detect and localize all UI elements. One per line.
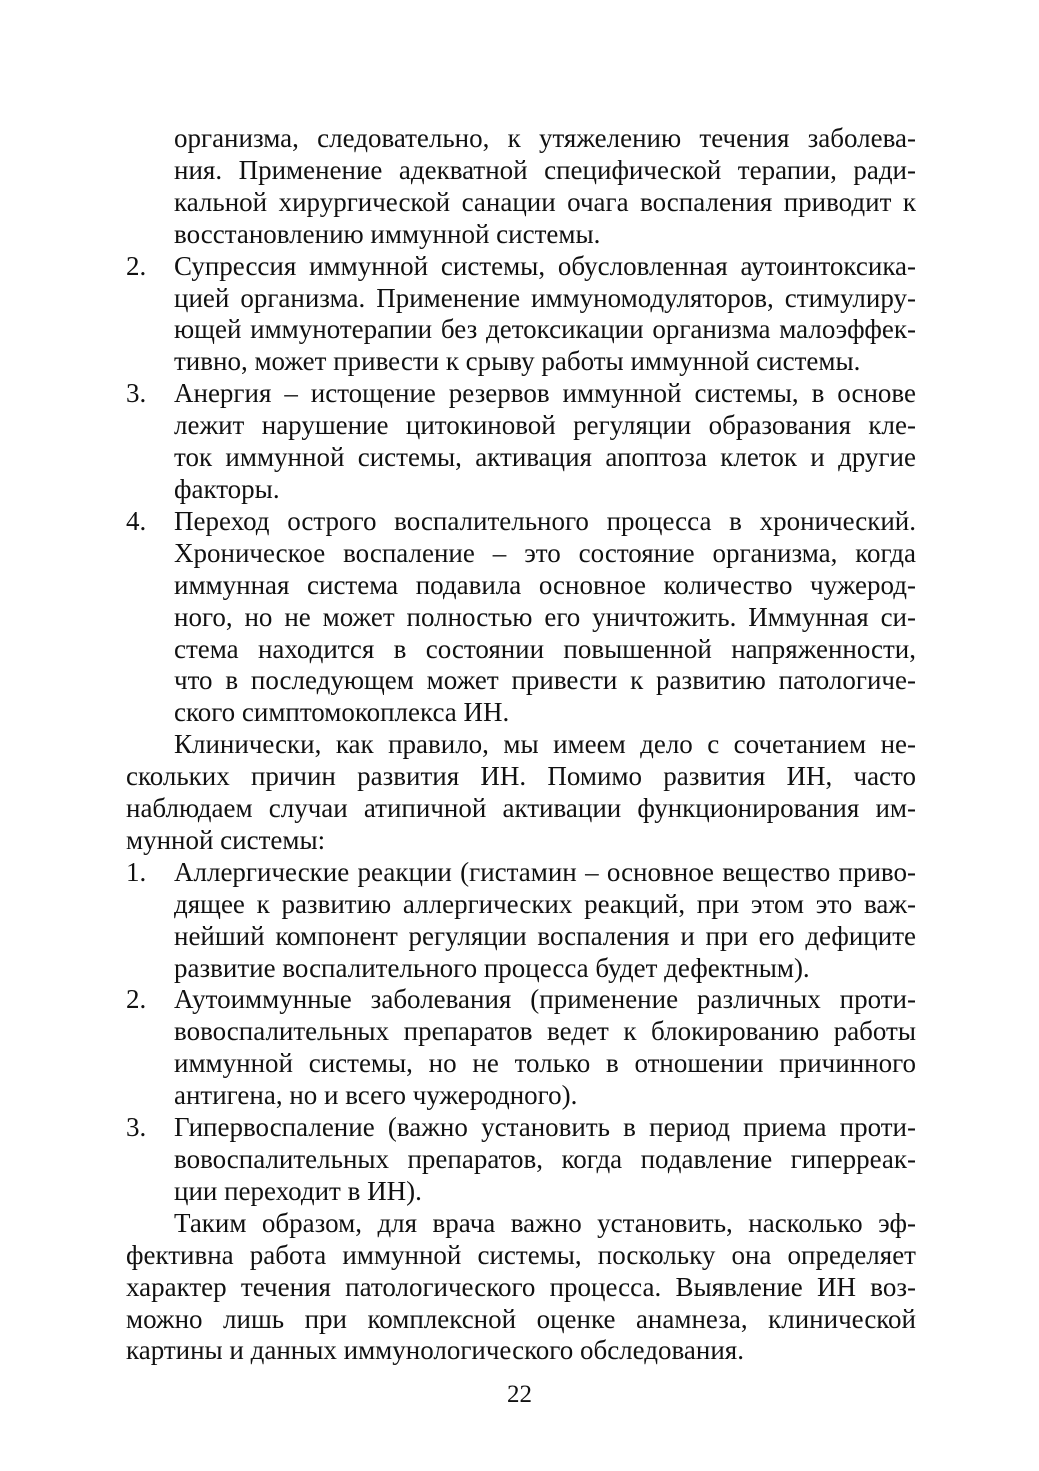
text-line: ции переходит в ИН).	[174, 1175, 422, 1206]
list-item	[126, 1112, 916, 1208]
text-line: ния. Применение адекватной специфической терапии, ради-	[174, 154, 916, 185]
text-line: вовоспалительных препаратов, когда подавление гиперреак-	[174, 1144, 916, 1174]
text-line: Анергия – истощение резервов иммунной системы, в основе	[174, 378, 916, 409]
text-line: Таким образом, для врача важно установить, насколько эф-	[174, 1207, 916, 1238]
text-line: организма, следовательно, к утяжелению течения заболева-	[174, 123, 916, 153]
numbered-list-atypical	[126, 857, 916, 1208]
text-line: наблюдаем случаи атипичной активации функционирования им-	[126, 793, 916, 824]
text-line: Переход острого воспалительного процесса в хронический.	[174, 505, 916, 536]
text-line: Аллергические реакции (гистамин – основное вещество приво-	[174, 856, 916, 887]
text-line: кальной хирургической санации очага воспаления приводит к	[174, 186, 916, 217]
text-line: Гипервоспаление (важно установить в период приема проти-	[174, 1112, 916, 1143]
text-line: характер течения патологического процесса. Выявление ИН воз-	[126, 1271, 916, 1302]
text-line: фективна работа иммунной системы, поскольку она определяет	[126, 1239, 916, 1270]
text-line: нейший компонент регуляции воспаления и при его дефиците	[174, 920, 916, 951]
list-item-number: 4.	[126, 505, 147, 536]
text-line: скольких причин развития ИН. Помимо развития ИН, часто	[126, 761, 916, 792]
text-line: иммунной системы, но не только в отношении причинного	[174, 1048, 916, 1079]
text-line: ющей иммунотерапии без детоксикации организма малоэффек-	[174, 314, 916, 345]
text-line: факторы.	[174, 473, 280, 504]
list-item	[126, 857, 916, 985]
text-line: цией организма. Применение иммуномодуляторов, стимулиру-	[174, 282, 916, 313]
text-line: стема находится в состоянии повышенной напряженности,	[174, 633, 916, 664]
list-item	[126, 506, 916, 729]
text-line: развитие воспалительного процесса будет дефектным).	[174, 952, 810, 983]
list-item-number: 2.	[126, 984, 147, 1015]
list-item	[126, 251, 916, 379]
text-line: дящее к развитию аллергических реакций, при этом это важ-	[174, 888, 916, 919]
text-line: тивно, может привести к срыву работы иммунной системы.	[174, 346, 861, 377]
text-line: что в последующем может привести к развитию патологиче-	[174, 665, 916, 696]
paragraph-clinical	[126, 729, 916, 857]
text-line: Аутоиммунные заболевания (применение различных проти-	[174, 984, 916, 1015]
page-body	[126, 123, 916, 1367]
list-item-number: 3.	[126, 378, 147, 409]
text-line: Хроническое воспаление – это состояние организма, когда	[174, 537, 916, 568]
text-line: картины и данных иммунологического обследования.	[126, 1335, 744, 1366]
text-line: ского симптомокоплекса ИН.	[174, 697, 510, 728]
list-item-number: 3.	[126, 1112, 147, 1143]
list-item-number: 1.	[126, 856, 147, 887]
text-line: Супрессия иммунной системы, обусловленная аутоинтоксика-	[174, 250, 916, 281]
list-item	[126, 378, 916, 506]
text-line: можно лишь при комплексной оценке анамнеза, клинической	[126, 1303, 916, 1334]
list-item-number: 2.	[126, 250, 147, 281]
text-line: мунной системы:	[126, 824, 326, 855]
text-line: антигена, но и всего чужеродного).	[174, 1080, 578, 1111]
numbered-list-causes	[126, 251, 916, 730]
paragraph-conclusion	[126, 1208, 916, 1368]
text-line: Клинически, как правило, мы имеем дело с сочетанием не-	[174, 729, 916, 760]
text-line: лежит нарушение цитокиновой регуляции образования кле-	[174, 410, 916, 441]
text-line: ток иммунной системы, активация апоптоза клеток и другие	[174, 442, 916, 473]
text-line: восстановлению иммунной системы.	[174, 218, 601, 249]
text-line: иммунная система подавила основное количество чужерод-	[174, 569, 916, 600]
list-item	[126, 984, 916, 1112]
text-line: вовоспалительных препаратов ведет к блокированию работы	[174, 1016, 916, 1047]
text-line: ного, но не может полностью его уничтожить. Иммунная си-	[174, 601, 916, 632]
continuation-paragraph	[126, 123, 916, 251]
page-number: 22	[507, 1381, 532, 1408]
